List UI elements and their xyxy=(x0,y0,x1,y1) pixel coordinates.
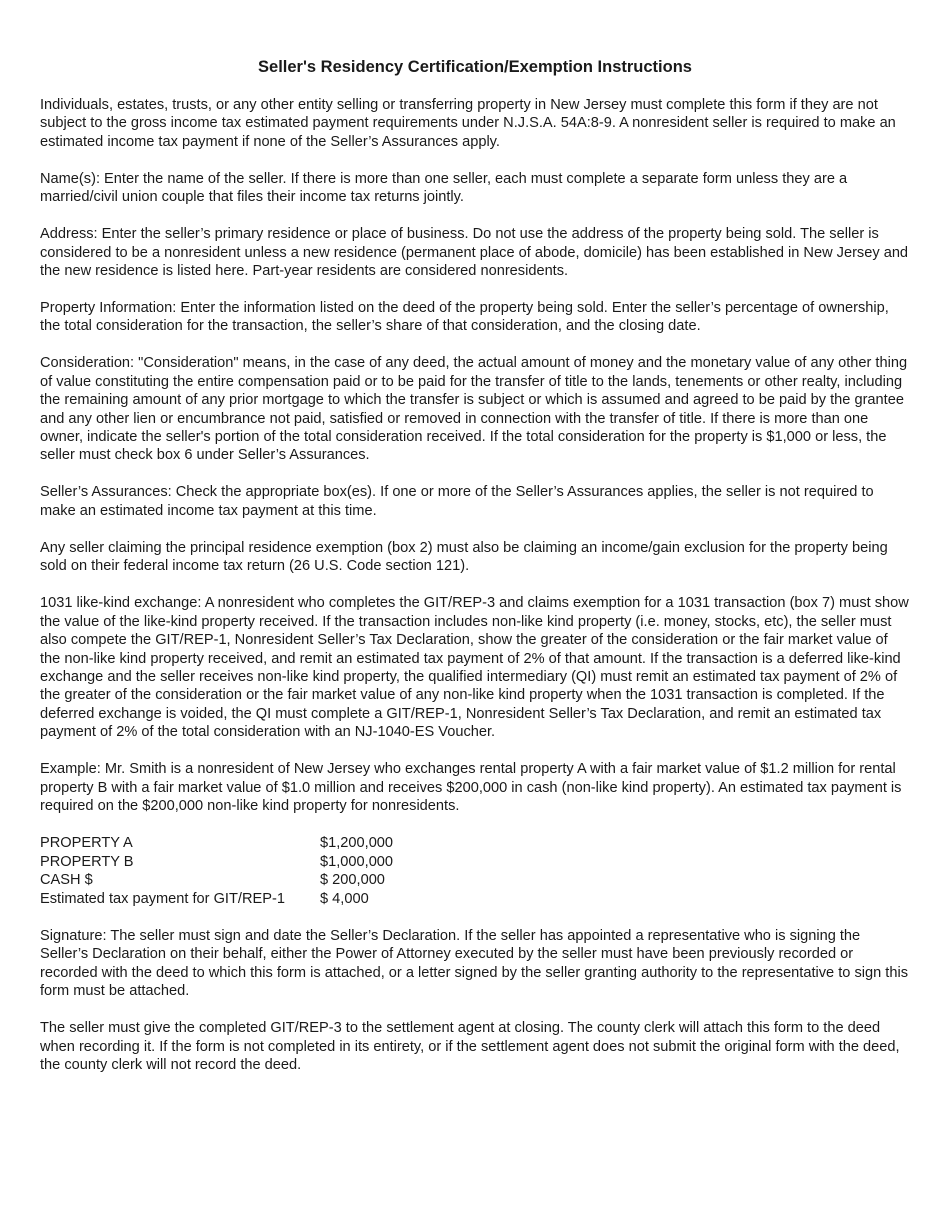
table-row-value: $ 4,000 xyxy=(320,890,369,907)
settlement-paragraph: The seller must give the completed GIT/REP-3 to the settlement agent at closing. The county clerk will attach this form to the deed when recording it. If the form is not completed in its entirety, or if the settlement agent does not submit the original form with the deed, the county clerk will not record the deed. xyxy=(40,1020,900,1073)
instructions-page xyxy=(40,56,910,1093)
signature-paragraph: Signature: The seller must sign and date the Seller’s Declaration. If the seller has appointed a representative who is signing the Seller’s Declaration on their behalf, either the Power of Attorney executed by the seller must have been previously recorded or recorded with the deed to which this form is attached, or a letter signed by the seller granting authority to the representative to sign this form must be attached. xyxy=(40,927,908,1000)
example-paragraph: Example: Mr. Smith is a nonresident of New Jersey who exchanges rental property A with a fair market value of $1.2 million for rental property B with a fair market value of $1.0 million and receives $200,000 in cash (non-like kind property). An estimated tax payment is required on the $200,000 non-like kind property for nonresidents. xyxy=(40,761,902,814)
intro-paragraph: Individuals, estates, trusts, or any other entity selling or transferring property in New Jersey must complete this form if they are not subject to the gross income tax estimated payment requirements under N.J.S.A. 54A:8-9. A nonresident seller is required to make an estimated income tax payment if none of the Seller’s Assurances apply. xyxy=(40,97,896,150)
table-row-value: $1,000,000 xyxy=(320,853,394,870)
names-paragraph: Name(s): Enter the name of the seller. If there is more than one seller, each must complete a separate form unless they are a married/civil union couple that files their income tax returns jointly. xyxy=(40,170,848,206)
address-paragraph: Address: Enter the seller’s primary residence or place of business. Do not use the address of the property being sold. The seller is considered to be a nonresident unless a new residence (permanent place of abode, domicile) has been established in New Jersey and the new residence is listed here. Part-year residents are considered nonresidents. xyxy=(40,226,909,280)
table-row xyxy=(40,834,910,853)
like-kind-exchange-paragraph: 1031 like-kind exchange: A nonresident who completes the GIT/REP-3 and claims exemption for a 1031 transaction (box 7) must show the value of the like-kind property received. If the transaction includes non-like kind property (i.e. money, stocks, etc), the seller must also compete the GIT/REP-1, Nonresident Seller’s Tax Declaration, show the greater of the consideration or the fair market value of the non-like kind property received, and remit an estimated tax payment of 2% of that amount. If the transaction is a deferred like-kind exchange and the seller receives non-like kind property, the qualified intermediary (QI) must remit an estimated tax payment of 2% of the greater of the consideration or the fair market value of any non-like kind property when the 1031 transaction is completed. If the deferred exchange is voided, the QI must complete a GIT/REP-1, Nonresident Seller’s Tax Declaration, and remit an estimated tax payment of 2% of the total consideration with an NJ-1040-ES Voucher. xyxy=(40,595,909,741)
consideration-paragraph: Consideration: "Consideration" means, in the case of any deed, the actual amount of money and the monetary value of any other thing of value constituting the entire compensation paid or to be paid for the transfer of title to the lands, tenements or other realty, including the remaining amount of any prior mortgage to which the transfer is subject or which is assumed and agreed to be paid by the grantee and any other lien or encumbrance not paid, satisfied or removed in connection with the transfer of title. If there is more than one owner, indicate the seller's portion of the total consideration received. If the total consideration for the property is $1,000 or less, the seller must check box 6 under Seller’s Assurances. xyxy=(40,355,908,464)
principal-residence-paragraph: Any seller claiming the principal residence exemption (box 2) must also be claiming an income/gain exclusion for the property being sold on their federal income tax return (26 U.S. Code section 121). xyxy=(40,539,888,575)
table-row-label: Estimated tax payment for GIT/REP-1 xyxy=(40,890,285,907)
table-row xyxy=(40,890,910,909)
table-row-label: PROPERTY B xyxy=(40,853,134,870)
example-table xyxy=(40,834,910,908)
table-row xyxy=(40,871,910,890)
sellers-assurances-paragraph: Seller’s Assurances: Check the appropriate box(es). If one or more of the Seller’s Assurances applies, the seller is not required to make an estimated income tax payment at this time. xyxy=(40,484,874,519)
table-row-label: CASH $ xyxy=(40,872,93,889)
table-row-value: $ 200,000 xyxy=(320,872,385,889)
table-row-label: PROPERTY A xyxy=(40,834,133,851)
table-row xyxy=(40,853,910,872)
property-information-paragraph: Property Information: Enter the information listed on the deed of the property being sold. Enter the seller’s percentage of ownership, the total consideration for the transaction, the seller’s share of that consideration, and the closing date. xyxy=(40,300,889,335)
table-row-value: $1,200,000 xyxy=(320,834,394,851)
page-title: Seller's Residency Certification/Exemption Instructions xyxy=(258,58,692,76)
